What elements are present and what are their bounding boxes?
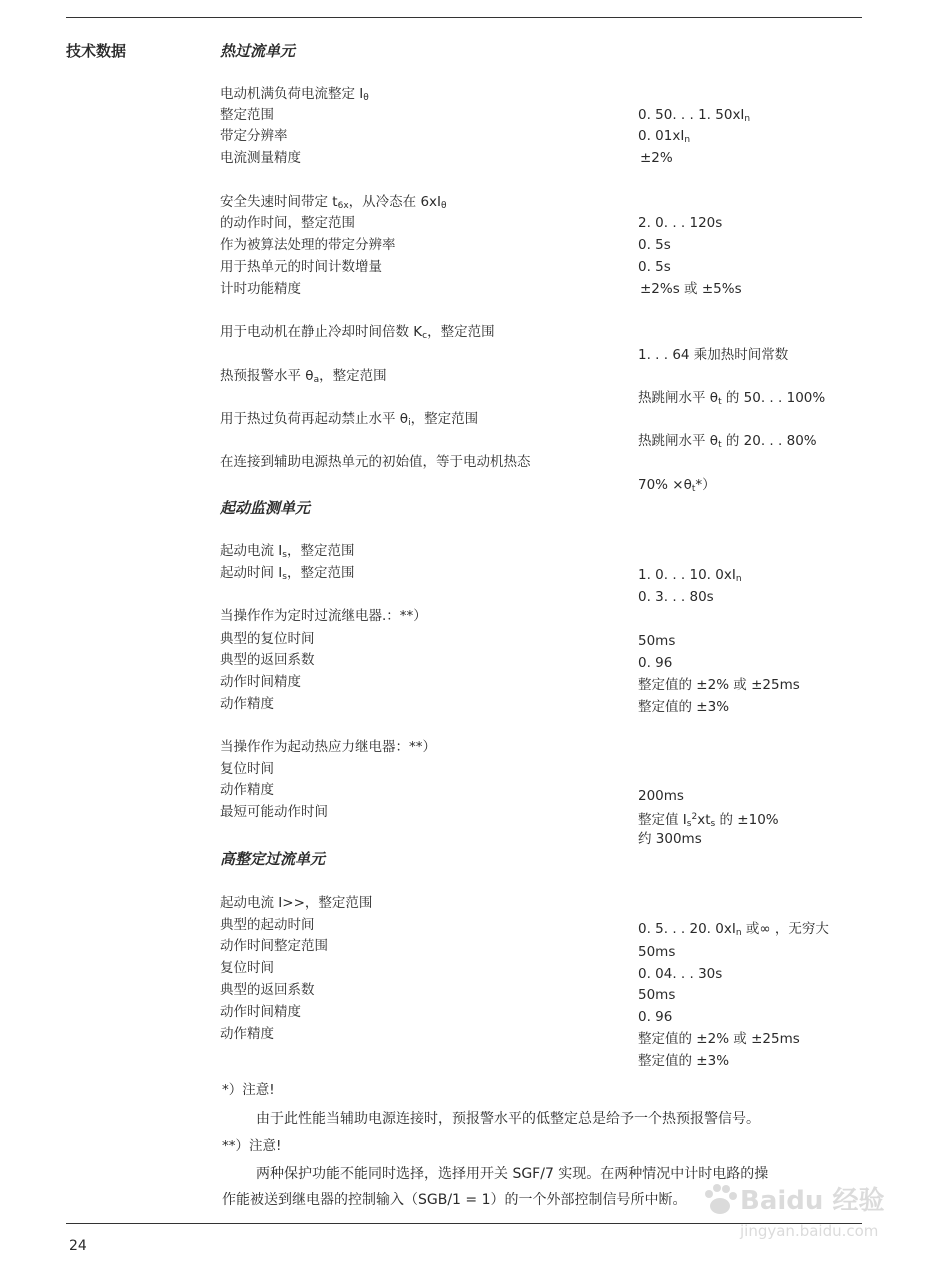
start-label-7: 动作精度	[220, 696, 274, 712]
start-label-8: 当操作作为起动热应力继电器：**）	[220, 739, 436, 755]
side-label: 技术数据	[66, 42, 127, 60]
start-label-9: 复位时间	[220, 761, 274, 777]
start-value-7: 整定值的 ±3%	[638, 699, 730, 715]
high-label-3: 复位时间	[220, 960, 274, 976]
thermal-label-6: 作为被算法处理的带定分辨率	[220, 237, 396, 253]
thermal-value-11: 热跳闸水平 $\theta_t$ 的 20. . . 80%	[638, 433, 817, 450]
start-value-6: 整定值的 ±2% 或 ±25ms	[638, 677, 800, 693]
thermal-value-5: 2. 0. . . 120s	[638, 215, 723, 231]
thermal-value-6: 0. 5s	[638, 237, 671, 253]
thermal-label-0: 电动机满负荷电流整定 $I_\theta$	[220, 86, 369, 103]
start-label-1: 起动时间 $I_s$，整定范围	[220, 565, 355, 582]
thermal-label-4: 安全失速时间带定 $t_{6x}$，从冷态在 $6xI_\theta$	[220, 194, 447, 211]
thermal-value-2: 0. $01xI_n$	[638, 128, 691, 145]
note1-body: 由于此性能当辅助电源连接时，预报警水平的低整定总是给予一个热预报警信号。	[256, 1111, 760, 1127]
thermal-value-8: ±2%s 或 ±5%s	[640, 281, 742, 297]
thermal-label-2: 带定分辨率	[220, 128, 288, 144]
note2-line1: 两种保护功能不能同时选择，选择用开关 SGF/7 实现。在两种情况中计时电路的操	[256, 1166, 769, 1182]
page-number: 24	[69, 1238, 87, 1254]
start-label-4: 典型的复位时间	[220, 631, 315, 647]
start-label-0: 起动电流 $I_s$，整定范围	[220, 543, 355, 560]
high-value-2: 50ms	[638, 944, 676, 960]
watermark-text: Baidu 经验	[740, 1186, 885, 1216]
start-label-6: 动作时间精度	[220, 674, 301, 690]
start-value-2: 0. 3. . . 80s	[638, 589, 714, 605]
start-value-11: 整定值 $I_s^2xt_s$ 的 ±10%	[638, 812, 779, 829]
start-label-11: 最短可能动作时间	[220, 804, 328, 820]
section-title-start: 起动监测单元	[220, 499, 311, 517]
baidu-watermark	[700, 1172, 885, 1252]
high-label-5: 动作时间精度	[220, 1004, 301, 1020]
thermal-label-3: 电流测量精度	[220, 150, 301, 166]
thermal-value-7: 0. 5s	[638, 259, 671, 275]
start-value-1: 1. 0. . . 10. $0xI_n$	[638, 567, 742, 584]
start-value-10: 200ms	[638, 788, 684, 804]
thermal-label-9: 用于电动机在静止冷却时间倍数 $K_c$，整定范围	[220, 324, 495, 341]
thermal-value-9: 1. . . 64 乘加热时间常数	[638, 347, 789, 363]
high-label-1: 典型的起动时间	[220, 917, 315, 933]
start-value-12: 约 300ms	[638, 831, 702, 847]
thermal-value-3: ±2%	[640, 150, 673, 166]
high-value-4: 50ms	[638, 987, 676, 1003]
note2-line2: 作能被送到继电器的控制输入（SGB/1 = 1）的一个外部控制信号所中断。	[222, 1192, 687, 1208]
high-label-6: 动作精度	[220, 1026, 274, 1042]
thermal-label-1: 整定范围	[220, 107, 274, 123]
top-rule	[66, 17, 862, 18]
high-value-3: 0. 04. . . 30s	[638, 966, 723, 982]
high-value-6: 整定值的 ±2% 或 ±25ms	[638, 1031, 800, 1047]
paw-logo-icon	[700, 1180, 740, 1220]
high-value-5: 0. 96	[638, 1009, 673, 1025]
start-value-4: 50ms	[638, 633, 676, 649]
note2-title: **）注意!	[222, 1138, 282, 1154]
thermal-label-7: 用于热单元的时间计数增量	[220, 259, 382, 275]
thermal-label-12: 在连接到辅助电源热单元的初始值，等于电动机热态	[220, 454, 531, 470]
watermark-url: jingyan.baidu.com	[740, 1222, 879, 1240]
thermal-label-11: 用于热过负荷再起动禁止水平 $\theta_i$，整定范围	[220, 411, 479, 428]
start-label-5: 典型的返回系数	[220, 652, 315, 668]
thermal-label-8: 计时功能精度	[220, 281, 301, 297]
start-label-10: 动作精度	[220, 782, 274, 798]
section-title-thermal: 热过流单元	[220, 42, 296, 60]
high-value-7: 整定值的 ±3%	[638, 1053, 730, 1069]
high-value-1: 0. 5. . . 20. $0xI_n$ 或∞ ，无穷大	[638, 921, 829, 938]
high-label-4: 典型的返回系数	[220, 982, 315, 998]
start-label-3: 当操作作为定时过流继电器.：**）	[220, 608, 427, 624]
high-label-0: 起动电流 I>>，整定范围	[220, 895, 373, 911]
thermal-value-12: $70\% \times\theta_t*$）	[638, 477, 716, 494]
thermal-label-10: 热预报警水平 $\theta_a$，整定范围	[220, 368, 387, 385]
thermal-value-10: 热跳闸水平 $\theta_t$ 的 50. . . 100%	[638, 390, 826, 407]
start-value-5: 0. 96	[638, 655, 673, 671]
thermal-value-1: 0. 50. . . 1. $50xI_n$	[638, 107, 751, 124]
section-title-high: 高整定过流单元	[220, 850, 326, 868]
high-label-2: 动作时间整定范围	[220, 938, 328, 954]
thermal-label-5: 的动作时间，整定范围	[220, 215, 355, 231]
note1-title: *）注意!	[222, 1082, 275, 1098]
